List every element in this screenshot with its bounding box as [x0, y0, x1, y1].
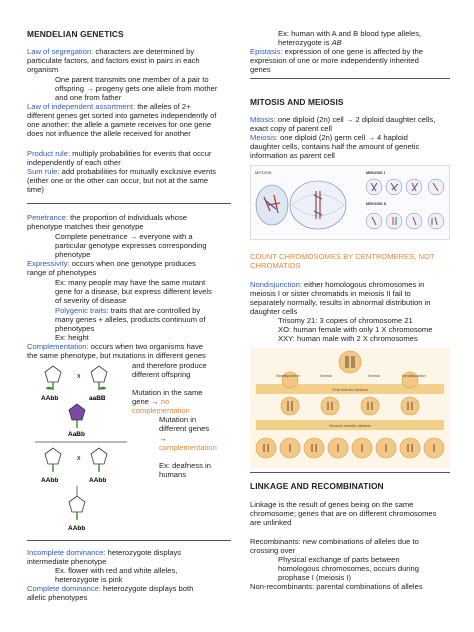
section-divider	[27, 540, 231, 541]
genotype-label: AAbb	[68, 525, 86, 532]
text-line: and one from father	[55, 93, 122, 102]
genotype-label: AAbb	[41, 395, 59, 402]
heading-mitosis-meiosis: MITOSIS AND MEIOSIS	[250, 97, 344, 107]
text-line: prophase I (meiosis I)	[278, 573, 352, 582]
text-line: allelic phenotypes	[27, 593, 88, 602]
text-line: and therefore produce	[132, 361, 207, 370]
text-line: offspring → progeny gets one allele from mother	[55, 84, 218, 93]
law-of-segregation	[27, 47, 194, 56]
text-line: homologous chromosomes, occurs during	[278, 564, 419, 573]
text-line: particulate factors, and factors exist in pairs in each	[27, 56, 200, 65]
label-nondisjunction: Nondisjunction	[276, 374, 300, 378]
text-line: the alleles of 2+	[135, 102, 191, 111]
term-epistasis: Epistasis:	[250, 47, 283, 56]
text-line: XO: human female with only 1 X chromosome	[278, 325, 433, 334]
text-line: daughter cells, contains half the amount of genetic	[250, 142, 420, 151]
text-line: of severity of disease	[55, 296, 127, 305]
text-line: Trisomy 21: 3 copies of chromosome 21	[278, 316, 413, 325]
text-line: time)	[27, 185, 44, 194]
penetrance	[27, 213, 187, 222]
term-law-of-segregation: Law of segregation:	[27, 47, 94, 56]
section-divider	[250, 78, 450, 79]
flower-icon	[69, 496, 85, 520]
text-fragment: no	[158, 397, 170, 406]
flower-icon	[91, 448, 107, 472]
text-line: information as parent cell	[250, 151, 335, 160]
text-line: meiosis I or sister chromatids in meiosis II fail to	[250, 289, 411, 298]
term-sum-rule: Sum rule:	[27, 167, 60, 176]
text-line: intermediate phenotype	[27, 557, 107, 566]
text-line: does not influence the allele received for another	[27, 129, 191, 138]
text-line: Linkage is the result of genes being on the same	[250, 500, 414, 509]
text-line: phenotype matches their genotype	[27, 222, 144, 231]
text-line: the same phenotype, but mutations in different genes	[27, 351, 206, 360]
term-expressivity: Expressivity:	[27, 259, 70, 268]
genotype-label: AAbb	[41, 477, 59, 484]
term-complementation: Complementation:	[27, 342, 89, 351]
text-line: multiply probabilities for events that occur	[70, 149, 212, 158]
cross-sign: x	[77, 373, 81, 380]
text-line	[278, 38, 342, 47]
text-line: Ex. flower with red and white alleles,	[55, 566, 178, 575]
text-line: expression of one gene is affected by the	[282, 47, 423, 56]
text-line: one another: the allele a gamete receives for one gene	[27, 120, 212, 129]
text-line: different genes get sorted into gametes independently of	[27, 111, 217, 120]
text-line: humans	[159, 470, 187, 479]
text-line: Mutation in	[159, 415, 197, 424]
text-line: heterozygote displays both	[100, 584, 194, 593]
text-line: Recombinants: new combinations of alleles due to	[250, 537, 419, 546]
cross-sign: x	[77, 455, 81, 462]
sum-rule	[27, 167, 216, 176]
text-fragment: AB	[331, 38, 342, 47]
purple-flower-icon	[69, 404, 85, 428]
genotype-label: AAbb	[89, 477, 107, 484]
count-chromosomes-note: CHROMATIDS	[250, 261, 301, 270]
text-line: phenotypes	[55, 324, 95, 333]
text-line: Ex: deafness in	[159, 461, 211, 470]
text-fragment: gene →	[132, 397, 159, 406]
text-line: occurs when two organisms have	[88, 342, 204, 351]
text-line: genes	[250, 65, 271, 74]
text-line: (either one or the other can occur, but not at the same	[27, 176, 209, 185]
text-line: heterozygote displays	[105, 548, 182, 557]
complete-dominance	[27, 584, 193, 593]
text-line: Ex: many people may have the same mutant	[55, 278, 206, 287]
count-chromosomes-note: COUNT CHROMOSOMES BY CENTROMERES, NOT	[250, 252, 435, 261]
text-line: are unlinked	[250, 518, 292, 527]
genotype-label: AaBb	[68, 431, 85, 438]
expressivity	[27, 259, 196, 268]
term-incomplete-dominance: Incomplete dominance:	[27, 548, 106, 557]
text-line: many genes + alleles, products continuum of	[55, 315, 206, 324]
term-independent-assortment: Law of independent assortment:	[27, 102, 136, 111]
text-line: different genes	[159, 424, 210, 433]
text-line	[132, 397, 169, 406]
text-line: either homologous chromosomes in	[301, 280, 425, 289]
section-divider	[27, 203, 231, 204]
complementation-cross-diagram	[31, 358, 129, 538]
text-line: Ex: height	[55, 333, 89, 342]
text-line: Mutation in the same	[132, 388, 203, 397]
section-divider	[250, 472, 450, 473]
term-product-rule: Product rule:	[27, 149, 71, 158]
term-penetrance: Penetrance:	[27, 213, 68, 222]
text-line: heterozygote is pink	[55, 575, 123, 584]
label-normal: Normal	[368, 374, 380, 378]
nondisjunction-figure	[250, 348, 450, 468]
figure-label-meiosis-i: MEIOSIS I	[366, 170, 385, 175]
meiosis	[250, 133, 408, 142]
law-of-independent-assortment	[27, 102, 191, 111]
heading-linkage-recombination: LINKAGE AND RECOMBINATION	[250, 481, 384, 491]
text-line: add probabilities for mutually exclusive events	[59, 167, 217, 176]
text-line: XXY: human male with 2 X chromosomes	[278, 334, 418, 343]
text-line: range of phenotypes	[27, 268, 97, 277]
text-line: one diploid (2n) germ cell → 4 haploid	[277, 133, 408, 142]
text-line: independently of each other	[27, 158, 121, 167]
text-line: chromosome; genes that are on different chromosomes	[250, 509, 437, 518]
term-mitosis: Mitosis:	[250, 115, 276, 124]
text-line: Non-recombinants: parental combinations of alleles	[250, 582, 423, 591]
flower-icon	[45, 448, 61, 472]
text-line: characters are determined by	[93, 47, 195, 56]
text-line: different offspring	[132, 370, 191, 379]
text-line: complementation	[159, 443, 217, 452]
text-line: phenotype	[55, 250, 91, 259]
text-line: exact copy of parent cell	[250, 124, 332, 133]
term-polygenic-traits: Polygenic traits:	[55, 306, 109, 315]
polygenic-traits	[55, 306, 200, 315]
label-nondisjunction: Nondisjunction	[402, 374, 426, 378]
text-line: gene for a disease, but express different levels	[55, 287, 212, 296]
nondisjunction	[250, 280, 424, 289]
text-line: Physical exchange of parts between	[278, 555, 400, 564]
text-line: expression of one or more independently inherited	[250, 56, 419, 65]
label-second-division: Second meiotic division	[329, 423, 371, 428]
text-line: separately normally, results in abnormal distribution in	[250, 298, 431, 307]
flower-icon	[91, 366, 107, 390]
term-nondisjunction: Nondisjunction:	[250, 280, 302, 289]
cell-shape	[290, 181, 346, 229]
mitosis-meiosis-figure	[250, 165, 450, 240]
complementation	[27, 342, 203, 351]
text-fragment: heterozygote is	[278, 38, 332, 47]
figure-label-meiosis-ii: MEIOSIS II	[366, 201, 387, 206]
product-rule	[27, 149, 211, 158]
text-line: organism	[27, 65, 59, 74]
flower-icon	[45, 366, 61, 390]
label-first-division: First meiotic division	[331, 387, 369, 392]
epistasis	[250, 47, 423, 56]
incomplete-dominance	[27, 548, 181, 557]
figure-label-mitosis: MITOSIS	[255, 170, 272, 175]
text-line: traits that are controlled by	[108, 306, 201, 315]
text-line: Ex: human with A and B blood type alleles,	[278, 29, 422, 38]
parent-cell	[339, 351, 361, 373]
text-line: occurs when one genotype produces	[69, 259, 196, 268]
text-line: the proportion of individuals whose	[67, 213, 187, 222]
text-line: complementation	[132, 406, 190, 415]
text-line: crossing over	[250, 546, 296, 555]
genotype-label: aaBB	[89, 395, 106, 402]
text-line: particular genotype expresses corresponding	[55, 241, 207, 250]
text-line: One parent transmits one member of a pair to	[55, 75, 209, 84]
term-complete-dominance: Complete dominance:	[27, 584, 101, 593]
label-normal: Normal	[320, 374, 332, 378]
text-line: Complete penetrance → everyone with a	[55, 232, 193, 241]
text-line: daughter cells	[250, 307, 298, 316]
text-line: →	[159, 434, 167, 443]
mitosis	[250, 115, 435, 124]
heading-mendelian-genetics: MENDELIAN GENETICS	[27, 29, 124, 39]
term-meiosis: Meiosis:	[250, 133, 278, 142]
text-line: one diploid (2n) cell → 2 diploid daughter cells,	[275, 115, 436, 124]
